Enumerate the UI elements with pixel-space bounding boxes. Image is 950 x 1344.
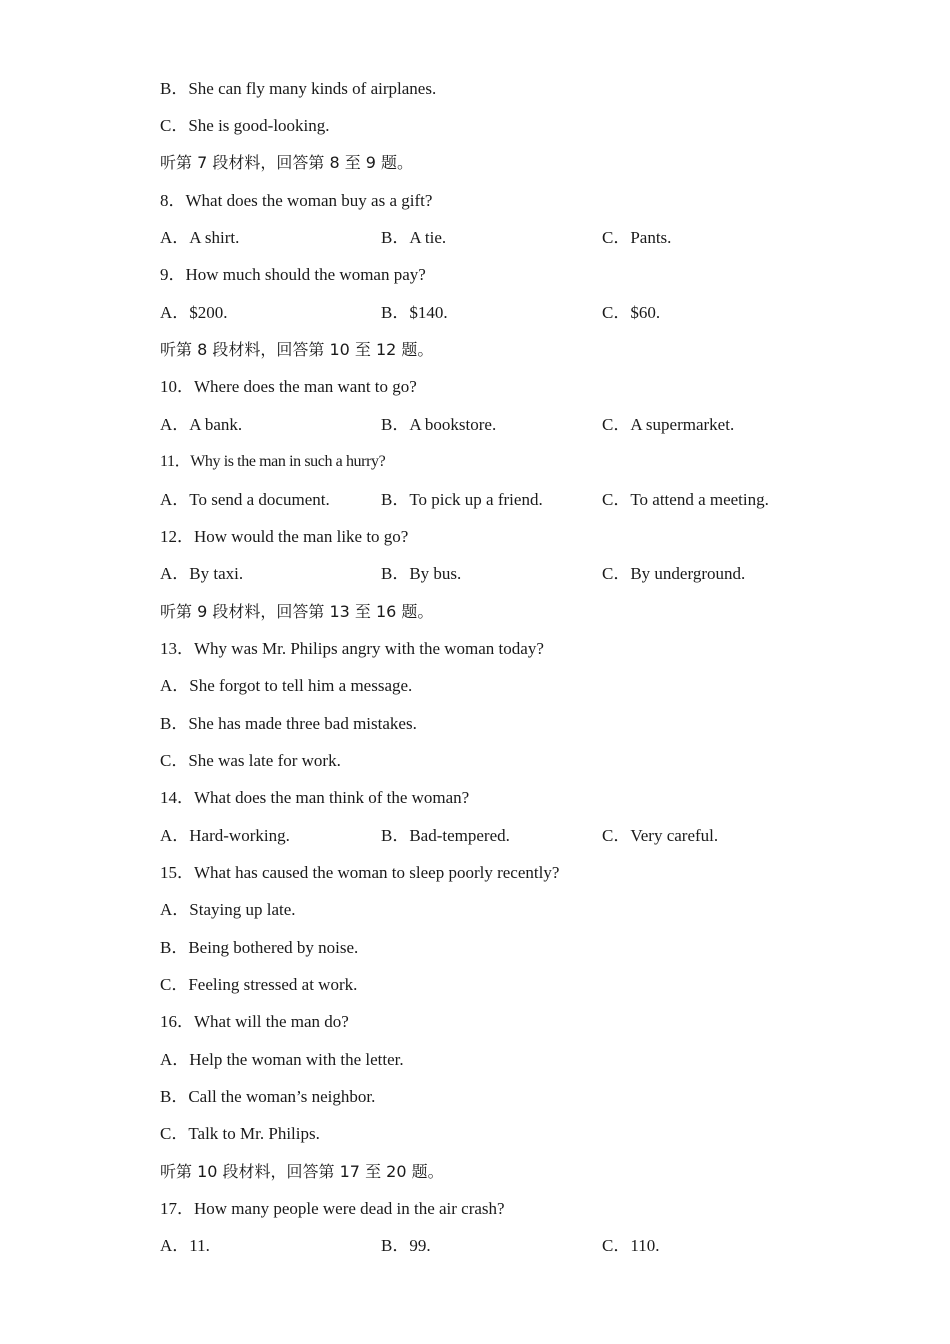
option-a: A．To send a document. xyxy=(160,490,330,509)
option-line: B．She can fly many kinds of airplanes. xyxy=(160,79,437,98)
option-b: B．To pick up a friend. xyxy=(381,490,543,509)
option-line: B．She has made three bad mistakes. xyxy=(160,714,417,733)
section-heading: 听第 9 段材料，回答第 13 至 16 题。 xyxy=(160,602,434,621)
option-line: A．Staying up late. xyxy=(160,900,296,919)
option-line: A．Help the woman with the letter. xyxy=(160,1050,404,1069)
option-c: C．To attend a meeting. xyxy=(602,490,769,509)
option-a: A．11. xyxy=(160,1236,210,1255)
option-a: A．A bank. xyxy=(160,415,243,434)
option-b: B．99. xyxy=(381,1236,431,1255)
option-line: A．She forgot to tell him a message. xyxy=(160,676,413,695)
option-c: C．110. xyxy=(602,1236,660,1255)
question-line: 9．How much should the woman pay? xyxy=(160,265,426,284)
option-line: C．Talk to Mr. Philips. xyxy=(160,1124,320,1143)
option-c: C．$60. xyxy=(602,303,661,322)
option-line: C．She was late for work. xyxy=(160,751,341,770)
option-c: C．Very careful. xyxy=(602,826,719,845)
option-b: B．A tie. xyxy=(381,228,447,247)
option-b: B．A bookstore. xyxy=(381,415,497,434)
section-heading: 听第 7 段材料，回答第 8 至 9 题。 xyxy=(160,153,414,172)
question-line: 13．Why was Mr. Philips angry with the woman today? xyxy=(160,639,544,658)
option-a: A．By taxi. xyxy=(160,564,244,583)
option-line: B．Being bothered by noise. xyxy=(160,938,359,957)
question-line: 8．What does the woman buy as a gift? xyxy=(160,191,433,210)
question-line: 17．How many people were dead in the air crash? xyxy=(160,1199,505,1218)
question-line: 15．What has caused the woman to sleep poorly recently? xyxy=(160,863,560,882)
option-b: B．Bad-tempered. xyxy=(381,826,510,845)
question-line: 16．What will the man do? xyxy=(160,1012,349,1031)
option-line: C．She is good-looking. xyxy=(160,116,330,135)
section-heading: 听第 10 段材料，回答第 17 至 20 题。 xyxy=(160,1162,444,1181)
option-c: C．Pants. xyxy=(602,228,672,247)
option-line: B．Call the woman’s neighbor. xyxy=(160,1087,376,1106)
option-c: C．By underground. xyxy=(602,564,746,583)
option-b: B．$140. xyxy=(381,303,448,322)
option-b: B．By bus. xyxy=(381,564,462,583)
option-a: A．$200. xyxy=(160,303,228,322)
option-line: C．Feeling stressed at work. xyxy=(160,975,358,994)
option-a: A．A shirt. xyxy=(160,228,240,247)
question-line: 11．Why is the man in such a hurry? xyxy=(160,453,386,470)
option-a: A．Hard-working. xyxy=(160,826,290,845)
question-line: 10．Where does the man want to go? xyxy=(160,377,417,396)
section-heading: 听第 8 段材料，回答第 10 至 12 题。 xyxy=(160,340,434,359)
question-line: 14．What does the man think of the woman? xyxy=(160,788,470,807)
question-line: 12．How would the man like to go? xyxy=(160,527,409,546)
option-c: C．A supermarket. xyxy=(602,415,735,434)
